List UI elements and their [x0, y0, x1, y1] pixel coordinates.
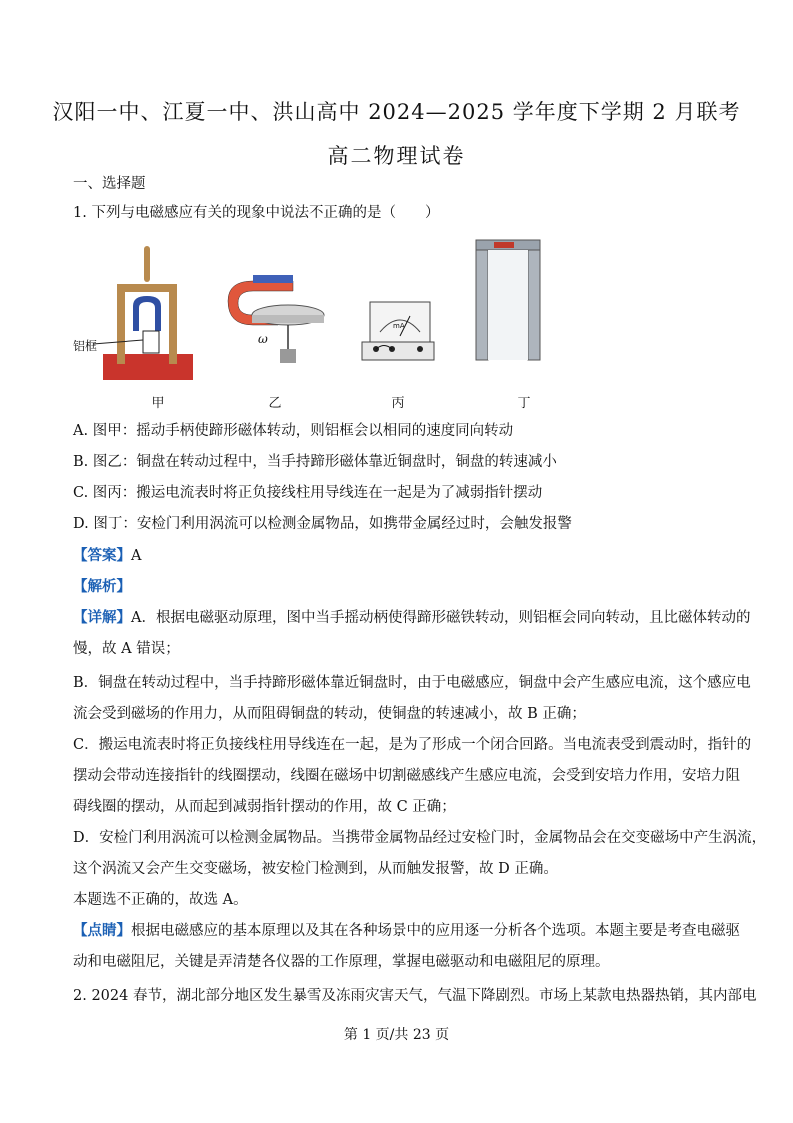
- figure-yi-base: [280, 349, 296, 363]
- detail-line-5: C．搬运电流表时将正负接线柱用导线连在一起，是为了形成一个闭合回路。当电流表受到震动时，指针的: [73, 737, 752, 753]
- figure-yi-omega: ω: [258, 332, 268, 346]
- exam-title-line2: 高二物理试卷: [327, 144, 466, 168]
- figure-bing-label-ma: mA: [393, 322, 405, 330]
- figure-bing-base: [362, 342, 434, 360]
- figure-jia-base: [103, 354, 193, 380]
- figure-jia-aluminum-frame-shape: [143, 331, 159, 353]
- figure-jia-horseshoe-magnet: [133, 296, 161, 331]
- detail-text-1: A．根据电磁驱动原理，图中当手摇动柄使得蹄形磁铁转动，则铝框会同向转动，且比磁体转动的: [131, 610, 751, 626]
- figure-yi-magnet-top: [253, 275, 293, 283]
- point-tag: 【点睛】: [73, 922, 131, 939]
- figure-jia-post-left: [117, 286, 125, 364]
- figure-ding-opening: [488, 250, 528, 360]
- figure-jia-post-right: [169, 286, 177, 364]
- figure-ding-indicator: [494, 242, 514, 248]
- detail-line-6: 摆动会带动连接指针的线圈摆动，线圈在磁场中切割磁感线产生感应电流，会受到安培力作用，安培力阻: [73, 768, 740, 784]
- question-1-stem: 1. 下列与电磁感应有关的现象中说法不正确的是（ ）: [73, 205, 440, 221]
- figure-ding-right-panel: [528, 250, 540, 360]
- figure-bing-terminal-right: [417, 346, 423, 352]
- detail-line-1: [73, 608, 751, 628]
- exam-title-line1: 汉阳一中、江夏一中、洪山高中 2024—2025 学年度下学期 2 月联考: [52, 100, 741, 124]
- answer-tag: 【答案】: [73, 547, 131, 564]
- option-d: D. 图丁：安检门利用涡流可以检测金属物品，如携带金属经过时，会触发报警: [73, 516, 572, 532]
- page-footer: 第 1 页/共 23 页: [343, 1027, 450, 1043]
- figure-caption-yi: 乙: [268, 396, 282, 411]
- question-2-stem: 2. 2024 春节，湖北部分地区发生暴雪及冻雨灾害天气，气温下降剧烈。市场上某款电热器热销，其内部电: [73, 988, 757, 1004]
- figure-jia-handle: [144, 246, 150, 282]
- figure-jia-label-lvkuang: 铝框: [73, 339, 98, 353]
- figure-jia-aluminum-frame: [73, 236, 193, 386]
- question-1-figures: [73, 236, 563, 411]
- figure-bing-ammeter: [358, 296, 438, 396]
- detail-line-2: 慢，故 A 错误；: [73, 641, 180, 657]
- detail-line-7: 碍线圈的摆动，从而起到减弱指针摆动的作用，故 C 正确；: [73, 799, 456, 815]
- figure-caption-jia: 甲: [151, 396, 165, 411]
- detail-line-4: 流会受到磁场的作用力，从而阻碍铜盘的转动，使铜盘的转速减小，故 B 正确；: [73, 706, 586, 722]
- detail-line-8: D．安检门利用涡流可以检测金属物品。当携带金属物品经过安检门时，金属物品会在交变磁场中产生涡流，: [73, 830, 767, 846]
- section-heading: 一、选择题: [73, 176, 146, 192]
- figure-ding-left-panel: [476, 250, 488, 360]
- point-text-1: 根据电磁感应的基本原理以及其在各种场景中的应用逐一分析各个选项。本题主要是考查电磁驱: [131, 923, 740, 939]
- option-b: B. 图乙：铜盘在转动过程中，当手持蹄形磁体靠近铜盘时，铜盘的转速减小: [73, 454, 557, 470]
- figure-yi-disc-edge: [252, 315, 324, 323]
- analysis-line: [73, 577, 733, 597]
- detail-line-10: 本题选不正确的，故选 A。: [73, 892, 248, 908]
- answer-value: A: [131, 548, 142, 564]
- option-c: C. 图丙：搬运电流表时将正负接线柱用导线连在一起是为了减弱指针摆动: [73, 485, 543, 501]
- figure-jia-crossbar: [117, 284, 177, 292]
- detail-tag: 【详解】: [73, 609, 131, 626]
- figure-yi-copper-disc: [218, 271, 328, 391]
- option-a: A. 图甲：摇动手柄使蹄形磁体转动，则铝框会以相同的速度同向转动: [73, 423, 514, 439]
- point-line-2: 动和电磁阻尼，关键是弄清楚各仪器的工作原理，掌握电磁驱动和电磁阻尼的原理。: [73, 954, 610, 970]
- point-line-1: [73, 921, 740, 941]
- figure-caption-bing: 丙: [391, 396, 405, 411]
- detail-line-3: B．铜盘在转动过程中，当手持蹄形磁体靠近铜盘时，由于电磁感应，铜盘中会产生感应电流，这个感应电: [73, 675, 751, 691]
- analysis-tag: 【解析】: [73, 578, 131, 595]
- figure-caption-ding: 丁: [517, 396, 531, 411]
- detail-line-9: 这个涡流又会产生交变磁场，被安检门检测到，从而触发报警，故 D 正确。: [73, 861, 558, 877]
- answer-line: [73, 546, 733, 566]
- figure-ding-security-gate: [468, 236, 553, 366]
